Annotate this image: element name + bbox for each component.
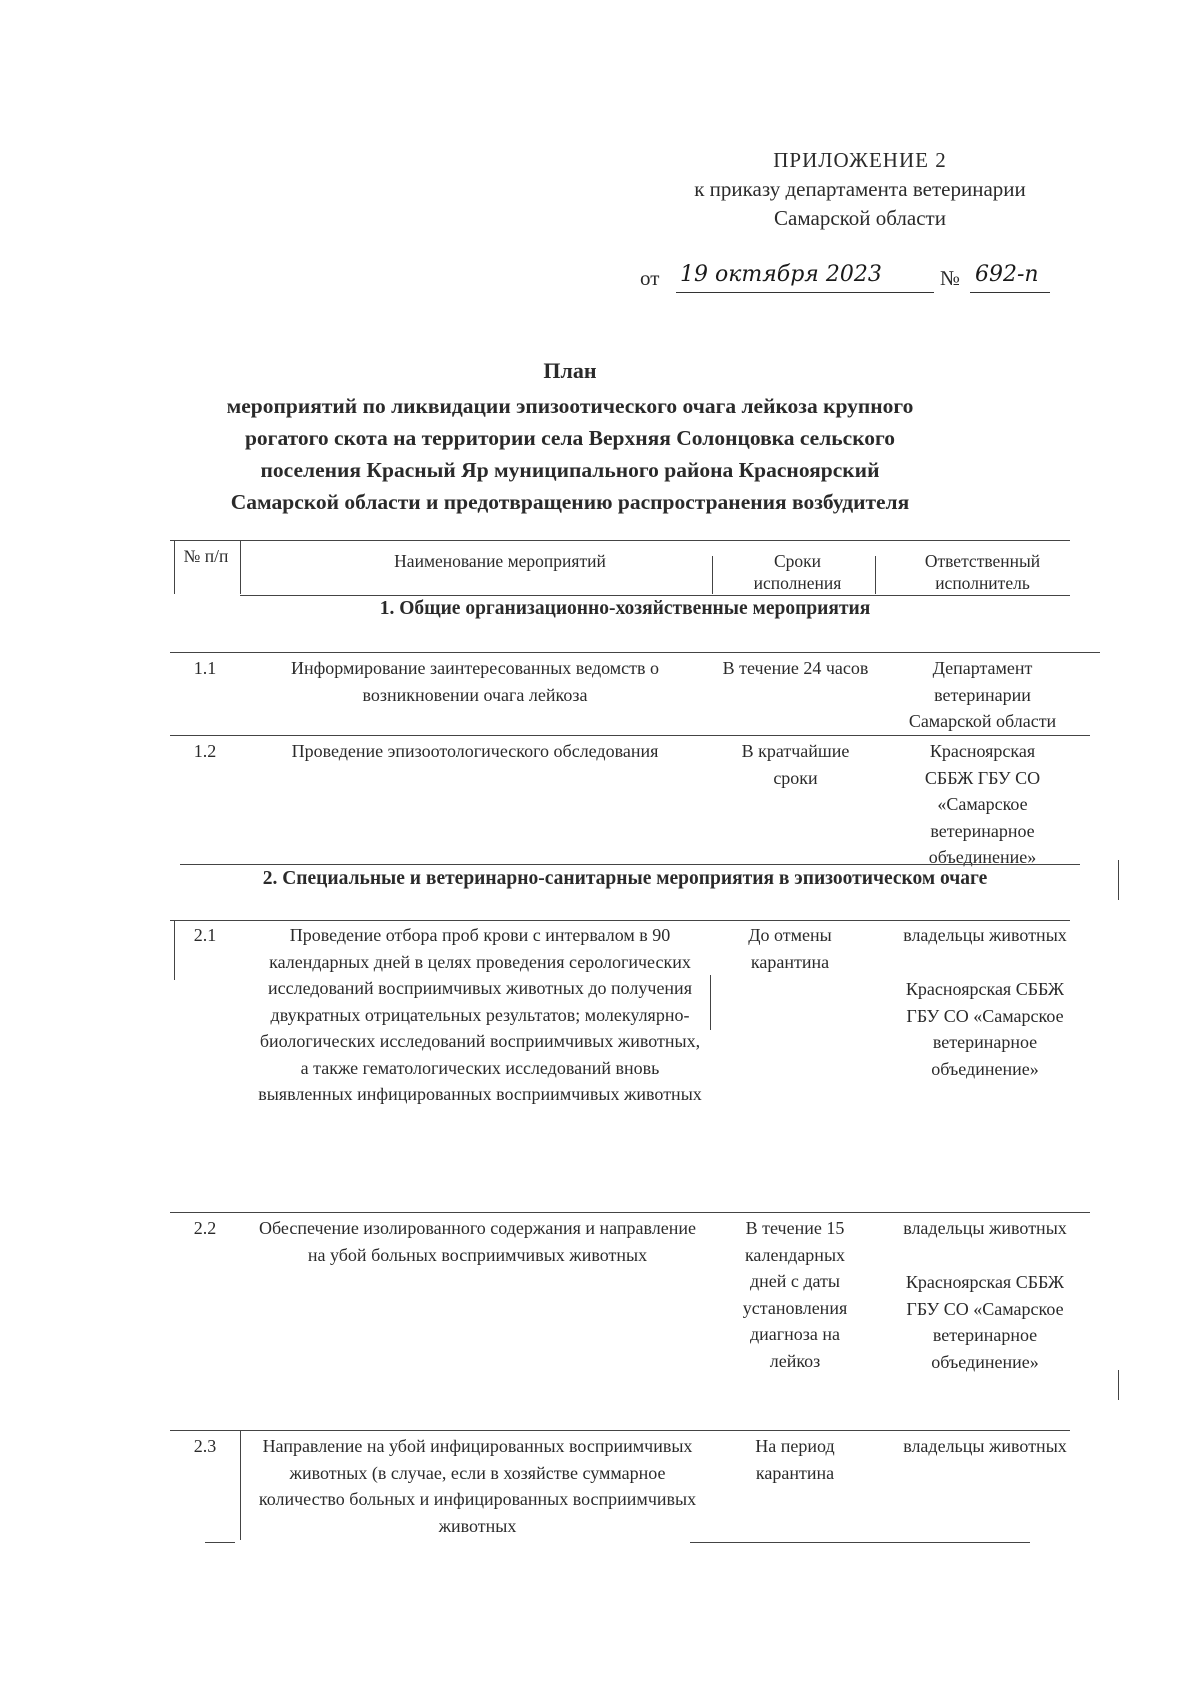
row-rule bbox=[170, 920, 1070, 921]
header-resp: Ответственный исполнитель bbox=[924, 551, 1041, 593]
row-name: Проведение отбора проб крови с интервалом в 90 календарных дней в целях проведения серологических исследований восприимчивых животных до получения двукратных отрицательных результатов; молекулярно-биологических исследований восприимчивых животных, а также гематологических исследований вновь выявленных инфицированных восприимчивых животных bbox=[258, 925, 702, 1104]
right-edge-rule bbox=[1118, 1370, 1119, 1400]
row-term: В кратчайшие сроки bbox=[741, 741, 850, 788]
header-name: Наименование мероприятий bbox=[394, 551, 606, 571]
col-rule bbox=[712, 556, 713, 594]
plan-subtitle bbox=[150, 390, 990, 518]
header-term: Сроки исполнения bbox=[753, 551, 842, 593]
appendix-block bbox=[600, 146, 1120, 233]
row-name: Проведение эпизоотологического обследования bbox=[291, 741, 659, 761]
row-responsible-owners: владельцы животных bbox=[903, 925, 1067, 945]
row-responsible: Красноярская СББЖ ГБУ СО «Самарское ветеринарное объединение» bbox=[905, 1272, 1065, 1372]
row-number: 2.2 bbox=[193, 1218, 217, 1238]
row-term: До отмены карантина bbox=[748, 925, 832, 972]
plan-subtitle-line: Самарской области и предотвращению распространения возбудителя bbox=[230, 490, 910, 514]
col-rule bbox=[240, 540, 241, 594]
appendix-line-2: Самарской области bbox=[774, 206, 946, 230]
plan-title: План bbox=[543, 358, 597, 383]
row-number: 1.2 bbox=[193, 741, 217, 761]
row-rule bbox=[170, 1430, 1070, 1431]
section-title: 2. Специальные и ветеринарно-санитарные мероприятия в эпизоотическом очаге bbox=[262, 868, 988, 889]
row-term: В течение 24 часов bbox=[722, 658, 869, 678]
number-underline bbox=[970, 292, 1050, 293]
row-rule bbox=[170, 735, 1090, 736]
col-rule bbox=[240, 1430, 241, 1540]
row-term: На период карантина bbox=[755, 1436, 835, 1483]
plan-subtitle-line: рогатого скота на территории села Верхняя Солонцовка сельского bbox=[244, 426, 896, 450]
row-number: 2.3 bbox=[193, 1436, 217, 1456]
row-number: 1.1 bbox=[193, 658, 217, 678]
plan-subtitle-line: поселения Красный Яр муниципального района Красноярский bbox=[260, 458, 880, 482]
appendix-title: ПРИЛОЖЕНИЕ 2 bbox=[773, 148, 947, 172]
appendix-line-1: к приказу департамента ветеринарии bbox=[694, 177, 1026, 201]
order-date-handwritten: 19 октября 2023 bbox=[680, 262, 882, 287]
row-name: Информирование заинтересованных ведомств о возникновении очага лейкоза bbox=[290, 658, 659, 705]
row-responsible: Департамент ветеринарии Самарской области bbox=[908, 658, 1057, 731]
plan-subtitle-line: мероприятий по ликвидации эпизоотического очага лейкоза крупного bbox=[226, 394, 914, 418]
row-rule bbox=[170, 1212, 1090, 1213]
col-rule bbox=[875, 556, 876, 594]
col-rule bbox=[710, 975, 711, 1030]
row-number: 2.1 bbox=[193, 925, 217, 945]
row-responsible-owners: владельцы животных bbox=[903, 1218, 1067, 1238]
row-responsible-owners: владельцы животных bbox=[903, 1436, 1067, 1456]
table-top-rule bbox=[170, 540, 1070, 541]
table-left-rule bbox=[174, 920, 175, 980]
order-number-label: № bbox=[940, 266, 961, 290]
row-term: В течение 15 календарных дней с даты установления диагноза на лейкоз bbox=[742, 1218, 848, 1371]
row-rule bbox=[180, 864, 1080, 865]
row-name: Направление на убой инфицированных восприимчивых животных (в случае, если в хозяйстве суммарное количество больных и инфицированных восприимчивых животных bbox=[258, 1436, 697, 1536]
row-rule bbox=[205, 1542, 235, 1543]
header-bottom-rule bbox=[240, 595, 1070, 596]
row-responsible: Красноярская СББЖ ГБУ СО «Самарское ветеринарное объединение» bbox=[924, 741, 1041, 867]
right-edge-rule bbox=[1118, 860, 1119, 900]
order-from-label: от bbox=[640, 266, 660, 290]
row-name: Обеспечение изолированного содержания и направление на убой больных восприимчивых животных bbox=[258, 1218, 696, 1265]
date-underline bbox=[676, 292, 934, 293]
section-title: 1. Общие организационно-хозяйственные мероприятия bbox=[379, 598, 871, 619]
order-number-handwritten: 692-п bbox=[975, 262, 1039, 287]
row-responsible: Красноярская СББЖ ГБУ СО «Самарское ветеринарное объединение» bbox=[905, 979, 1065, 1079]
row-rule bbox=[690, 1542, 1030, 1543]
header-num: № п/п bbox=[183, 546, 229, 566]
row-rule bbox=[170, 652, 1100, 653]
